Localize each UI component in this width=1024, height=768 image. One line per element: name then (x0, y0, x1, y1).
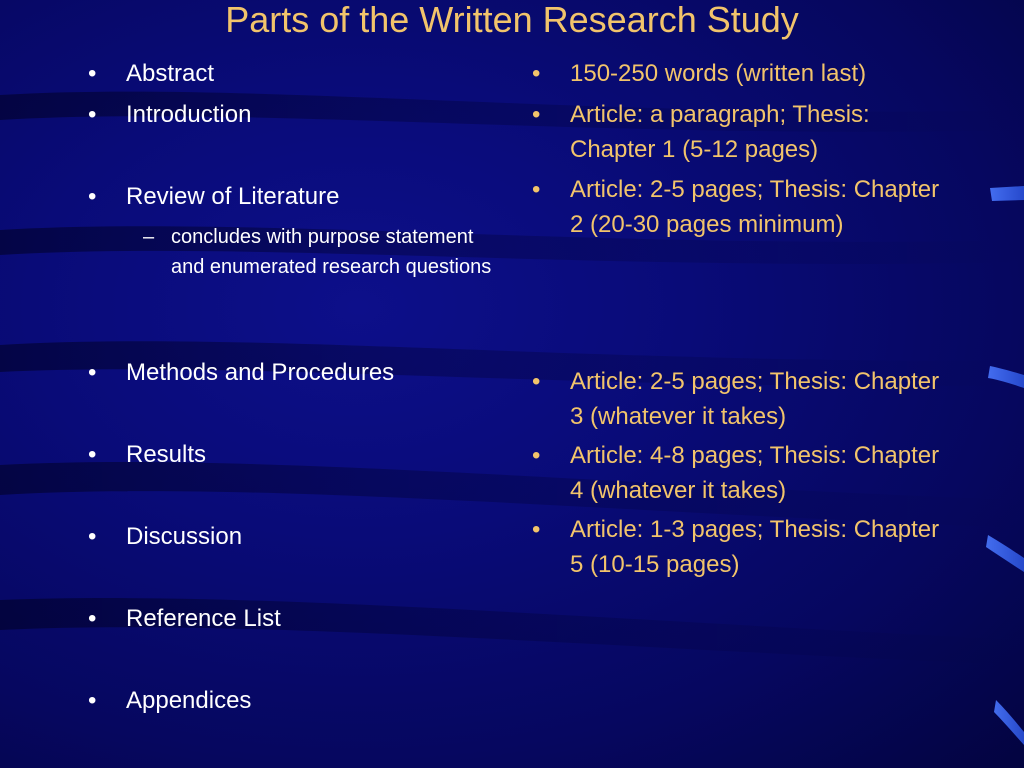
bullet-icon: • (532, 516, 541, 543)
list-item-label: Methods and Procedures (126, 359, 395, 386)
list-item (532, 56, 950, 91)
list-item-label: Article: 2-5 pages; Thesis: Chapter 3 (whatever it takes) (570, 368, 940, 430)
bullet-icon: • (88, 441, 97, 468)
bullet-icon: • (532, 101, 541, 128)
list-item (88, 97, 252, 132)
list-item-label: Article: 2-5 pages; Thesis: Chapter 2 (20-30 pages minimum) (570, 176, 940, 238)
bullet-icon: • (88, 687, 97, 714)
list-item (532, 512, 950, 582)
list-item (88, 179, 340, 214)
list-item-label: 150-250 words (written last) (570, 60, 867, 87)
list-item-label: Article: a paragraph; Thesis: Chapter 1 (5-12 pages) (570, 101, 870, 163)
slide-title: Parts of the Written Research Study (225, 0, 799, 40)
list-item (88, 355, 395, 390)
bullet-icon: • (88, 101, 97, 128)
list-item (532, 172, 950, 242)
list-item (88, 519, 243, 554)
sub-list-item-label: concludes with purpose statement and enumerated research questions (171, 226, 492, 278)
bullet-icon: • (88, 359, 97, 386)
list-item (88, 437, 207, 472)
list-item-label: Reference List (126, 605, 281, 632)
list-item-label: Article: 4-8 pages; Thesis: Chapter 4 (whatever it takes) (570, 442, 940, 504)
bullet-icon: • (532, 442, 541, 469)
list-item-label: Article: 1-3 pages; Thesis: Chapter 5 (10-15 pages) (570, 516, 940, 578)
bullet-icon: • (88, 605, 97, 632)
bullet-icon: • (88, 183, 97, 210)
list-item-label: Discussion (126, 523, 243, 550)
bullet-icon: • (532, 368, 541, 395)
list-item (88, 56, 215, 91)
list-item (532, 364, 950, 434)
sub-list-item (143, 222, 501, 282)
bullet-icon: • (88, 523, 97, 550)
bullet-icon: • (88, 60, 97, 87)
bullet-icon: • (532, 60, 541, 87)
list-item (88, 683, 252, 718)
list-item-label: Introduction (126, 101, 252, 128)
bullet-icon: • (532, 176, 541, 203)
list-item (532, 97, 950, 167)
list-item-label: Appendices (126, 687, 252, 714)
list-item-label: Results (126, 441, 207, 468)
list-item (88, 601, 281, 636)
dash-icon: – (143, 226, 155, 248)
list-item (532, 438, 950, 508)
list-item-label: Abstract (126, 60, 215, 87)
list-item-label: Review of Literature (126, 183, 340, 210)
